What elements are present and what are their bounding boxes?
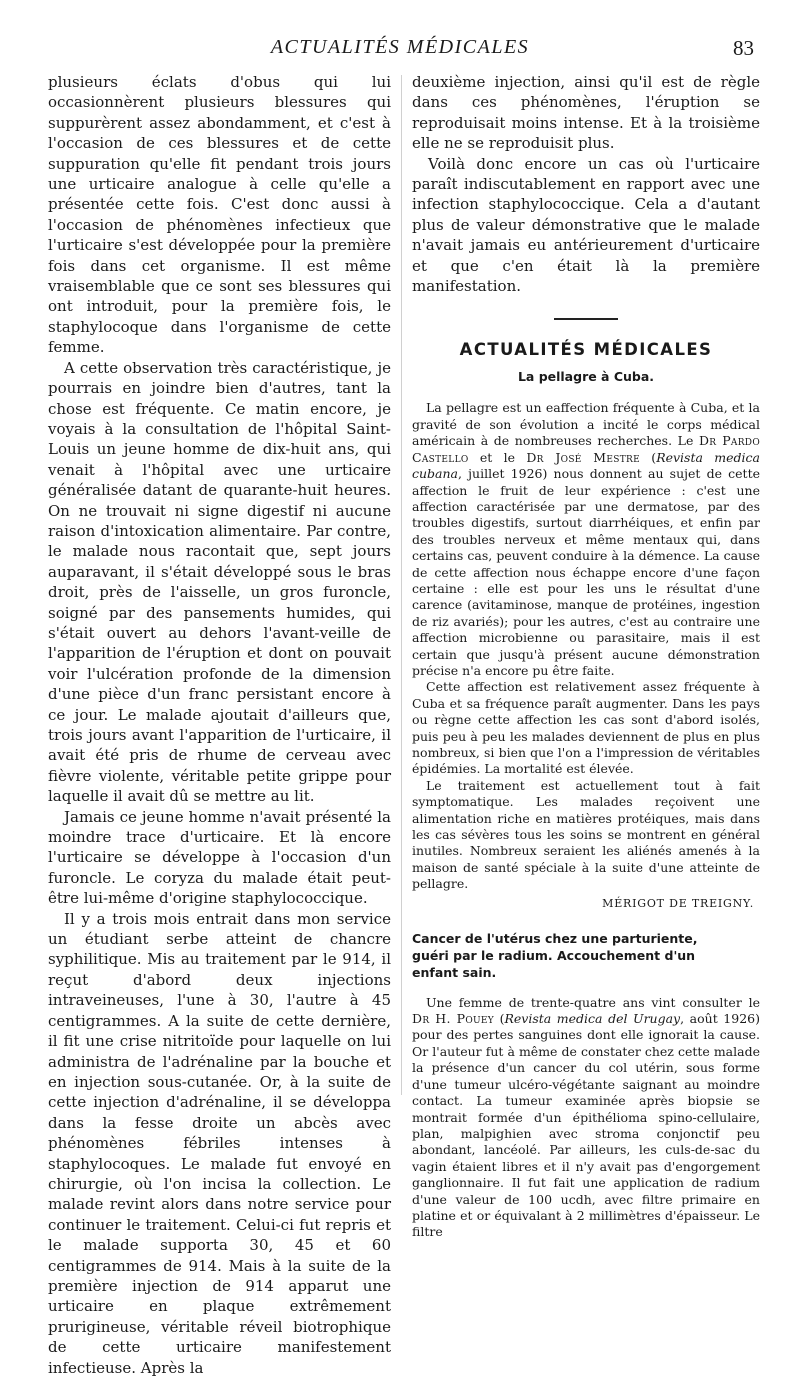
article-2-title-line-3: enfant sain. [412, 964, 497, 980]
left-column [48, 72, 391, 1378]
article-1-title: La pellagre à Cuba. [517, 369, 655, 385]
page-number: 83 [733, 36, 754, 60]
right-paragraph-1: deuxième injection, ainsi qu'il est de règle dans ces phénomènes, l'éruption se reproduisait moins intense. Et à la troisième elle ne se reproduisit plus. [412, 73, 760, 153]
article-1-text-rest: , juillet 1926) nous donnent au sujet de cette affection le fruit de leur expérience : c'est une affection caractérisée par une dermatose, par des troubles digestifs, surtout diarrhéiques, et enfin par des troubles nerveux et même mentaux qui, dans certains cas, peuvent conduire à la démence. La cause de cette affection nous échappe encore d'une façon certaine : elle est pour les uns le résultat d'une carence (avitaminose, manque de protéines, ingestion de riz avariés); pour les autres, c'est au contraire une affection microbienne ou parasitaire, mais il est certain que jusqu'à présent aucune démonstration précise n'a encore pu être faite. [412, 466, 760, 678]
article-1-paragraph-3: Le traitement est actuellement tout à fait symptomatique. Les malades reçoivent une alimentation riche en matières protéiques, mais dans les cas sévères tous les soins se montrent en général inutiles. Nombreux seraient les aliénés amenés à la maison de santé spéciale à la suite d'une atteinte de pellagre. [412, 777, 760, 892]
column-divider [401, 75, 402, 1095]
article-2-text-start: Une femme de trente-quatre ans vint consulter le [426, 994, 760, 1010]
left-paragraph-2: A cette observation très caractéristique, je pourrais en joindre bien d'autres, tant la chose est fréquente. Ce matin encore, je voyais à la consultation de l'hôpital Saint-Louis un jeune homme de dix-huit ans, qui venait à l'hôpital avec une urticaire généralisée datant de quarante-huit heures. On ne trouvait ni signe digestif ni aucune raison d'intoxication alimentaire. Par contre, le malade nous racontait que, sept jours auparavant, il s'était développé sous le bras droit, près de l'aisselle, un gros furoncle, soigné par des pansements humides, qui s'était ouvert au dehors l'avant-veille de l'apparition de l'éruption et dont on pouvait voir l'ulcération profonde de la dimension d'une pièce d'un franc persistant encore à ce jour. Le malade ajoutait d'ailleurs que, trois jours avant l'apparition de l'urticaire, il avait été pris de rhume de cerveau avec fièvre violente, véritable petite grippe pour laquelle il avait dû se mettre au lit. [48, 358, 391, 806]
article-2-paragraph-1 [412, 995, 760, 1241]
article-1-paren-open: ( [639, 449, 657, 465]
left-paragraph-3: Jamais ce jeune homme n'avait présenté la moindre trace d'urticaire. Et là encore l'urticaire se développe à l'occasion d'un furoncle. Le coryza du malade était peut-être lui-même d'origine staphylococcique. [48, 807, 391, 908]
left-paragraph-4: Il y a trois mois entrait dans mon service un étudiant serbe atteint de chancre syphilitique. Mis au traitement par le 914, il reçut d'abord deux injections intraveineuses, l'une à 30, l'autre à 45 centigrammes. A la suite de cette dernière, il fit une crise nitritoïde pour laquelle on lui administra de l'adrénaline par la bouche et en injection sous-cutanée. Or, à la suite de cette injection d'adrénaline, il se développa dans la fesse droite un abcès avec phénomènes fébriles intenses à staphylocoques. Le malade fut envoyé en chirurgie, où l'on incisa la collection. Le malade revint alors dans notre service pour continuer le traitement. Celui-ci fut repris et le malade supporta 30, 45 et 60 centigrammes de 914. Mais à la suite de la première injection de 914 apparut une urticaire en plaque extrêmement prurigineuse, véritable réveil biotrophique de cette urticaire manifestement infectieuse. Après la [48, 909, 391, 1377]
article-1-text-and: et le [468, 449, 527, 465]
section-title: ACTUALITÉS MÉDICALES [459, 340, 713, 360]
article-2-title-line-2: guéri par le radium. Accouchement d'un [412, 947, 696, 963]
article-2-title-line-1: Cancer de l'utérus chez une parturiente, [412, 930, 698, 946]
right-paragraph-2: Voilà donc encore un cas où l'urticaire paraît indiscutablement en rapport avec une infection staphylococcique. Cela a d'autant plus de valeur démonstrative que le malade n'avait jamais eu antérieurement d'urticaire et que c'en était là la première manifestation. [412, 154, 760, 296]
section-separator-rule [554, 318, 618, 320]
article-2-author: Dr H. Pouey [412, 1011, 495, 1027]
running-title: ACTUALITÉS MÉDICALES [270, 36, 530, 58]
article-1-author-1: Dr Pardo Castello [412, 433, 760, 465]
article-1-paragraph-1 [412, 400, 760, 679]
article-2-journal: Revista medica del Urugay [504, 1011, 681, 1027]
left-paragraph-1: plusieurs éclats d'obus qui lui occasionnèrent plusieurs blessures qui suppurèrent assez abondamment, et c'est à l'occasion de ces blessures et de cette suppuration qu'elle fit pendant trois jours une urticaire analogue à celle qu'elle a présentée cette fois. C'est donc aussi à l'occasion de phénomènes infectieux que l'urticaire s'est développée pour la première fois dans cet organisme. Il est même vraisemblable que ce sont ses blessures qui ont introduit, pour la première fois, le staphylocoque dans l'organisme de cette femme. [48, 73, 391, 357]
article-1-signature: MÉRIGOT DE TREIGNY. [602, 896, 754, 910]
article-1-paragraph-2: Cette affection est relativement assez fréquente à Cuba et sa fréquence paraît augmenter. Dans les pays ou règne cette affection les cas sont d'abord isolés, puis peu à peu les malades deviennent de plus en plus nombreux, si bien que l'on a l'impression de véritables épidémies. La mortalité est élevée. [412, 679, 760, 777]
article-1-text-start: La pellagre est un eaffection fréquente à Cuba, et la gravité de son évolution a incité le corps médical américain à de nombreuses recherches. Le [412, 400, 760, 449]
article-2-title [412, 930, 760, 981]
article-1-journal: Revista medica cubana [412, 449, 760, 482]
article-2-paren-open: ( [494, 1011, 505, 1027]
article-1-author-2: Dr José Mestre [526, 449, 640, 465]
article-2-text-rest: , août 1926) pour des pertes sanguines dont elle ignorait la cause. Or l'auteur fut à même de constater chez cette malade la présence d'un cancer du col utérin, sous forme d'une tumeur ulcéro-végétante saignant au moindre contact. La tumeur examinée après biopsie se montrait formée d'un épithélioma spino-cellulaire, plan, malpighien avec stroma conjonctif peu abondant, lancéolé. Par ailleurs, les culs-de-sac du vagin étaient libres et il n'y avait pas d'engorgement ganglionnaire. Il fut fait une application de radium d'une valeur de 100 ucdh, avec filtre primaire en platine et or équivalant à 2 millimètres d'épaisseur. Le filtre [412, 1011, 760, 1240]
right-column [412, 72, 760, 1241]
